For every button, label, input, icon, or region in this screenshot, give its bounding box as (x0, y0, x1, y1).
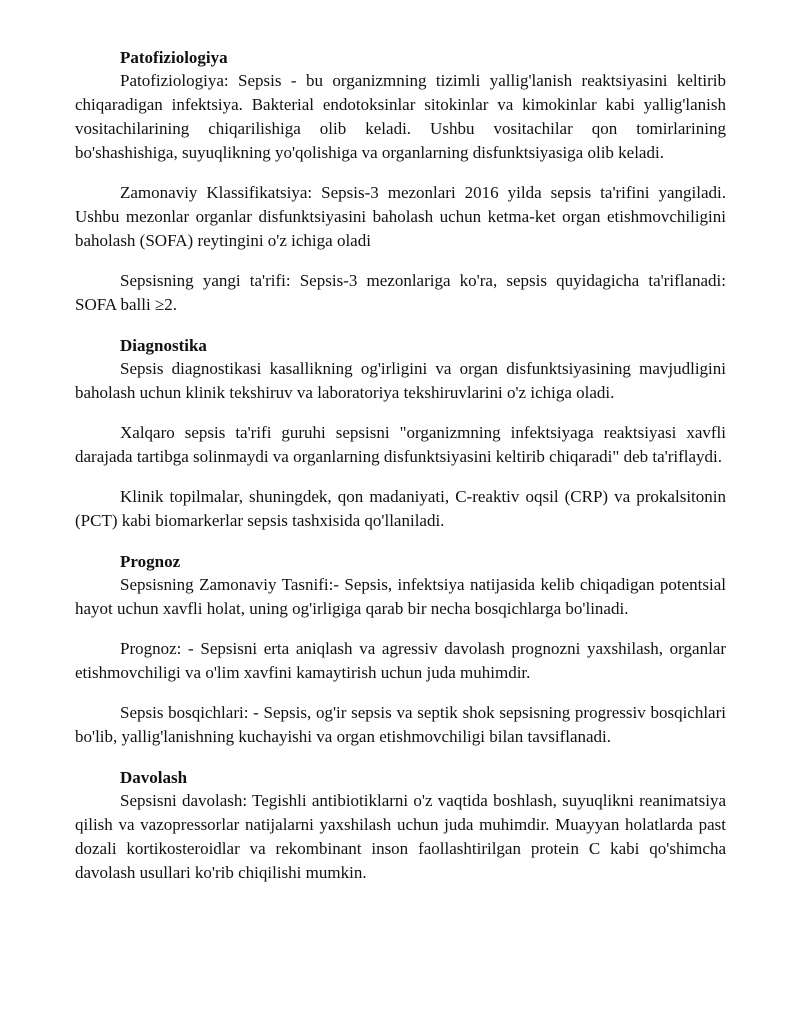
paragraph: Sepsis diagnostikasi kasallikning og'irligini va organ disfunktsiyasining mavjudligini baholash uchun klinik tekshiruv va laboratoriya tekshiruvlarini o'z ichiga oladi. (75, 359, 726, 402)
paragraph: Prognoz: - Sepsisni erta aniqlash va agressiv davolash prognozni yaxshilash, organlar etishmovchiligi va o'lim xavfini kamaytirish uchun juda muhimdir. (75, 639, 726, 682)
paragraph: Sepsis bosqichlari: - Sepsis, og'ir sepsis va septik shok sepsisning progressiv bosqichlari bo'lib, yallig'lanishning kuchayishi va organ etishmovchiligi bilan tavsiflanadi. (75, 703, 726, 746)
paragraph: Sepsisni davolash: Tegishli antibiotiklarni o'z vaqtida boshlash, suyuqlikni reanimatsiya qilish va vazopressorlar natijalarni yaxshilash uchun juda muhimdir. Muayyan holatlarda past dozali kortikosteroidlar va rekombinant inson faollashtirilgan protein C kabi qo'shimcha davolash usullari ko'rib chiqilishi mumkin. (75, 791, 726, 882)
paragraph: Sepsisning yangi ta'rifi: Sepsis-3 mezonlariga ko'ra, sepsis quyidagicha ta'riflanadi: SOFA balli ≥2. (75, 271, 726, 314)
document-page (75, 46, 726, 885)
section-davolash (75, 766, 726, 885)
paragraph: Sepsisning Zamonaviy Tasnifi:- Sepsis, infektsiya natijasida kelib chiqadigan potentsial hayot uchun xavfli holat, uning og'irligiga qarab bir necha bosqichlarga bo'linadi. (75, 575, 726, 618)
section-heading: Diagnostika (120, 336, 207, 355)
section-prognoz (75, 550, 726, 749)
paragraph: Klinik topilmalar, shuningdek, qon madaniyati, C-reaktiv oqsil (CRP) va prokalsitonin (PCT) kabi biomarkerlar sepsis tashxisida qo'llaniladi. (75, 487, 726, 530)
section-heading: Patofiziologiya (120, 48, 228, 67)
paragraph: Zamonaviy Klassifikatsiya: Sepsis-3 mezonlari 2016 yilda sepsis ta'rifini yangiladi. Ushbu mezonlar organlar disfunktsiyasini baholash uchun ketma-ket organ etishmovchiligini baholash (SOFA) reytingini o'z ichiga oladi (75, 183, 726, 250)
paragraph: Xalqaro sepsis ta'rifi guruhi sepsisni "organizmning infektsiyaga reaktsiyasi xavfli darajada tartibga solinmaydi va organlarning disfunktsiyasini keltirib chiqaradi" deb ta'riflaydi. (75, 423, 726, 466)
section-heading: Davolash (120, 768, 188, 787)
section-diagnostika (75, 334, 726, 533)
section-heading: Prognoz (120, 552, 181, 571)
section-patofiziologiya (75, 46, 726, 317)
paragraph: Patofiziologiya: Sepsis - bu organizmning tizimli yallig'lanish reaktsiyasini keltirib chiqaradigan infektsiya. Bakterial endotoksinlar sitokinlar va kimokinlar kabi yallig'lanish vositachilarining chiqarilishiga olib keladi. Ushbu vositachilar qon tomirlarining bo'shashishiga, suyuqlikning yo'qolishiga va organlarning disfunktsiyasiga olib keladi. (75, 71, 726, 162)
